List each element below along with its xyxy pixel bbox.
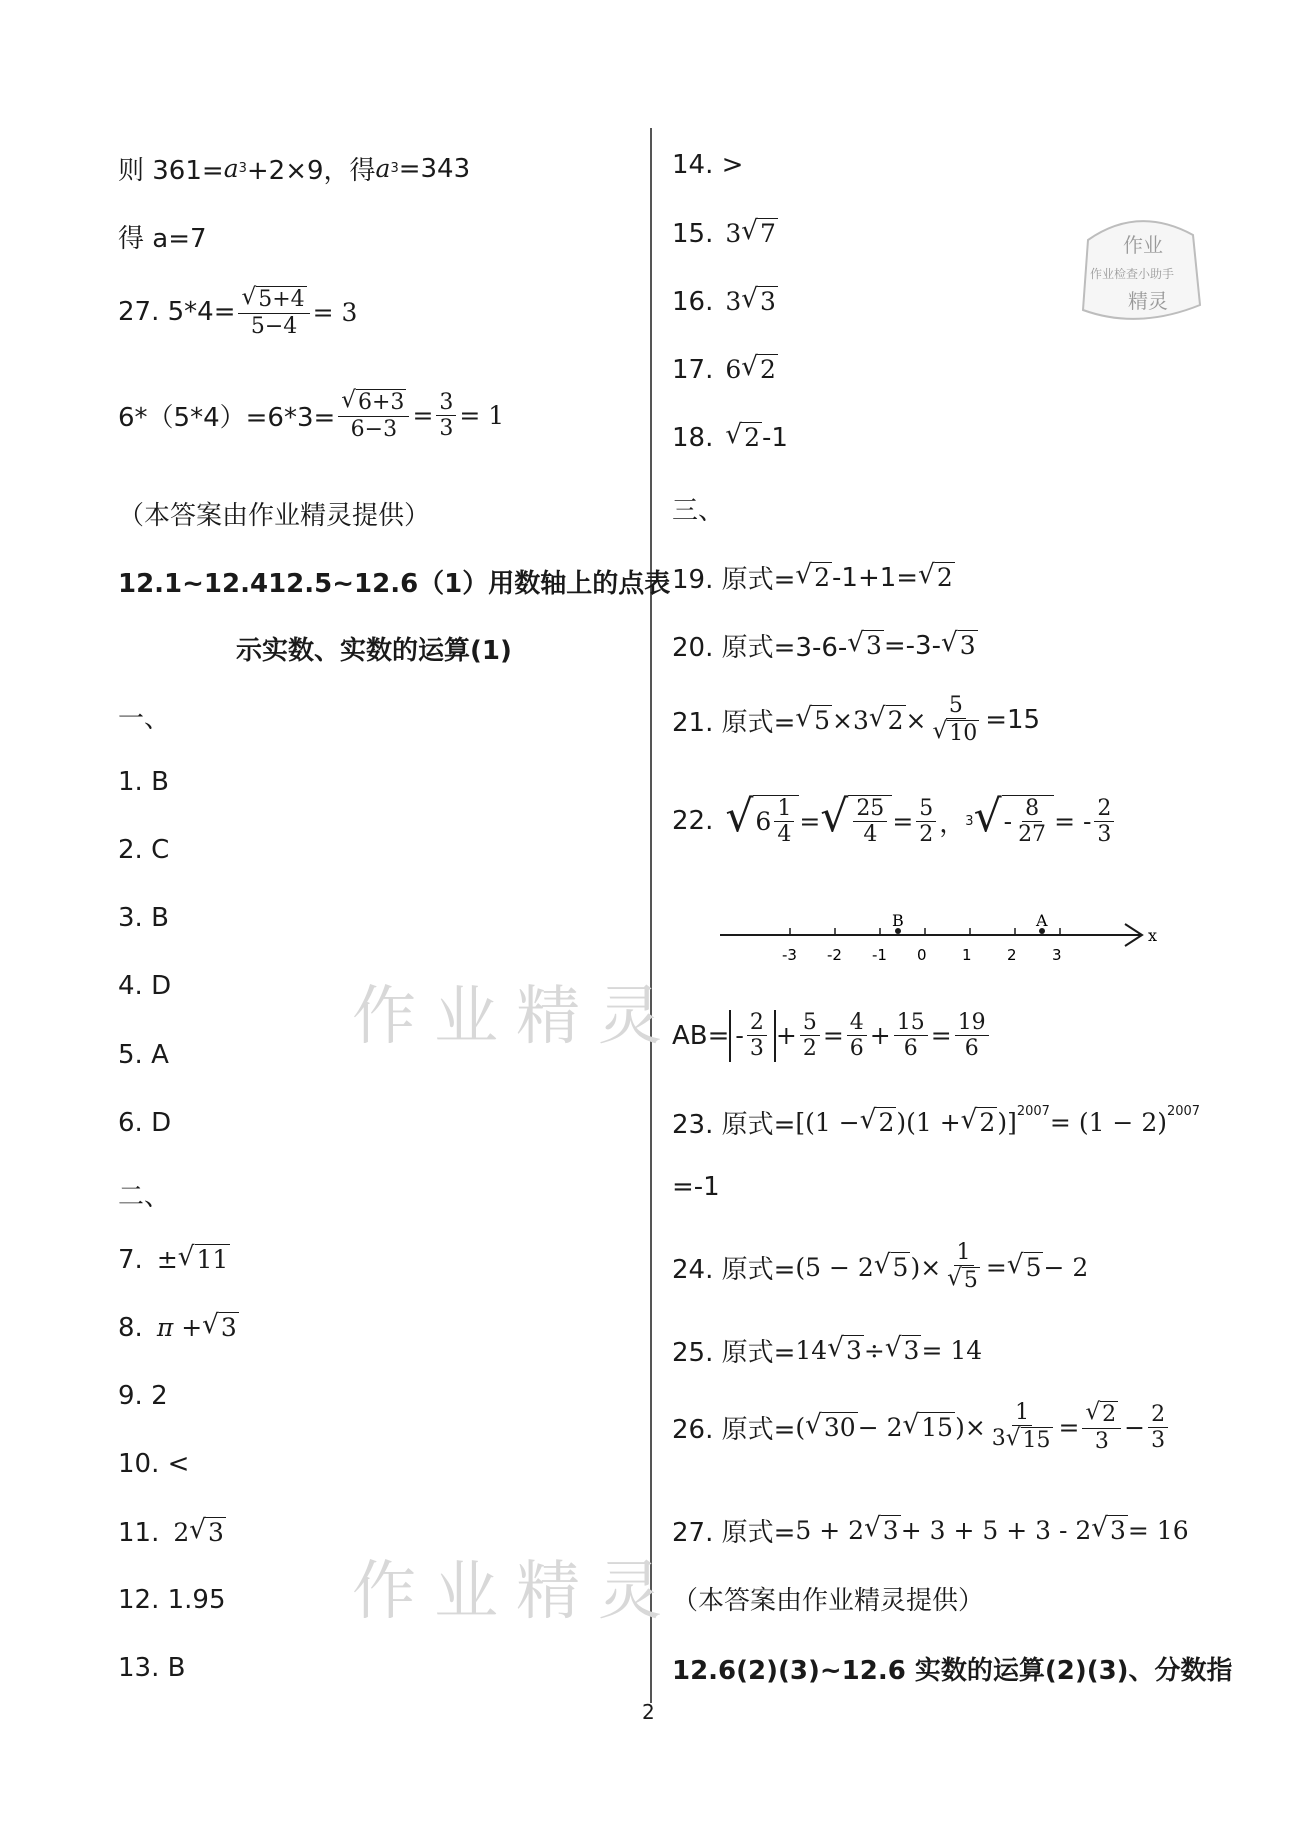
line-a-cubed: 则 361= a 3 +2×9，得 a 3 =343 [118,153,471,186]
answer-1: 1. B [118,767,169,797]
answer-12: 12. 1.95 [118,1585,226,1615]
answer-11: 11. 2 √ 3 [118,1515,224,1548]
axis-tick-label: -3 [782,946,797,964]
answer-17: 17. 6 √ 2 [672,352,776,385]
axis-tick-label: 1 [962,946,972,964]
answer-10: 10. < [118,1449,190,1479]
watermark: 作业精灵 [352,980,680,1054]
answer-23: 23. 原式= [(1 − √ 2 )(1 + √ 2 )] $^{2007}$ = (1 − 2) $^{2007}$ [672,1104,1201,1140]
answer-21: 21. 原式= √ 5 ×3 √ 2 × 5 √ 10 =15 [672,693,1041,747]
svg-text:作业: 作业 [1123,233,1163,257]
part-one-label: 一、 [118,704,171,734]
answer-7: 7. ± √ 11 [118,1242,229,1275]
axis-tick-label: -2 [827,946,842,964]
answer-18: 18. √ 2 -1 [672,420,788,453]
part-three-label: 三、 [672,496,725,526]
answer-8: 8. π + √ 3 [118,1310,237,1343]
watermark: 作业精灵 [352,1555,680,1629]
answer-14: 14. > [672,150,744,180]
section-heading-cont: 示实数、实数的运算(1) [236,636,512,666]
section-heading: 12.1~12.412.5~12.6（1）用数轴上的点表 [118,569,671,599]
ab-distance: AB= - $\frac{2}{3}$ + $\frac{5}{2}$ = $\frac{4}{6}$ + $\frac{15}{6}$ = $\frac{19}{6}$ [672,1010,992,1062]
answer-5: 5. A [118,1040,169,1070]
point-a-label: A [1036,911,1048,930]
answer-13: 13. B [118,1653,186,1683]
page-number: 2 [642,1700,655,1724]
axis-tick-label: 0 [917,946,927,964]
answer-note: （本答案由作业精灵提供） [118,501,431,531]
answer-3: 3. B [118,903,169,933]
axis-tick-label: -1 [872,946,887,964]
answer-26: 26. 原式= ( √ 30 − 2 √ 15 )× 1 3 √ 15 = √ 2 3 − $\frac{2}{3}$ [672,1400,1171,1455]
stamp-logo [1068,210,1208,330]
answer-22: 22. √ 6 $\frac{1}{4}$ = √ $\frac{25}{4}$ = $\frac{5}{2}$ ， 3 √ - $\frac{8}{27}$ = - $\frac{2}{3}$ [672,795,1117,848]
answer-16: 16. 3 √ 3 [672,284,776,317]
answer-27: 27. 原式= 5 + 2 √ 3 + 3 + 5 + 3 - 2 √ 3 = 16 [672,1513,1189,1548]
question-27-left-b: 6*（5*4）=6*3= √ 6+3 6−3 = $\frac{3}{3}$ = 1 [118,387,505,443]
section-heading: 12.6(2)(3)~12.6 实数的运算(2)(3)、分数指 [672,1656,1233,1686]
answer-24: 24. 原式= (5 − 2 √ 5 )× 1 √ 5 = √ 5 − 2 [672,1240,1089,1294]
column-divider [650,128,652,1703]
answer-23-result: =-1 [672,1172,720,1202]
svg-text:作业检查小助手: 作业检查小助手 [1090,267,1175,281]
part-two-label: 二、 [118,1182,171,1212]
answer-20: 20. 原式=3-6- √ 3 =-3- √ 3 [672,628,976,663]
axis-label: x [1148,926,1158,945]
line-a-equals: 得 a=7 [118,224,207,254]
answer-note: （本答案由作业精灵提供） [672,1586,985,1616]
answer-2: 2. C [118,835,170,865]
svg-text:精灵: 精灵 [1128,289,1168,313]
answer-19: 19. 原式= √ 2 -1+1= √ 2 [672,560,953,595]
answer-6: 6. D [118,1108,172,1138]
answer-15: 15. 3 √ 7 [672,216,776,249]
question-27-left: 27. 5*4= √ 5+4 5−4 = 3 [118,284,358,340]
axis-tick-label: 2 [1007,946,1017,964]
number-line [720,910,1160,980]
answer-9: 9. 2 [118,1381,168,1411]
axis-tick-label: 3 [1052,946,1062,964]
answer-25: 25. 原式= 14 √ 3 ÷ √ 3 = 14 [672,1333,983,1368]
answer-4: 4. D [118,971,172,1001]
point-b-label: B [892,911,904,930]
